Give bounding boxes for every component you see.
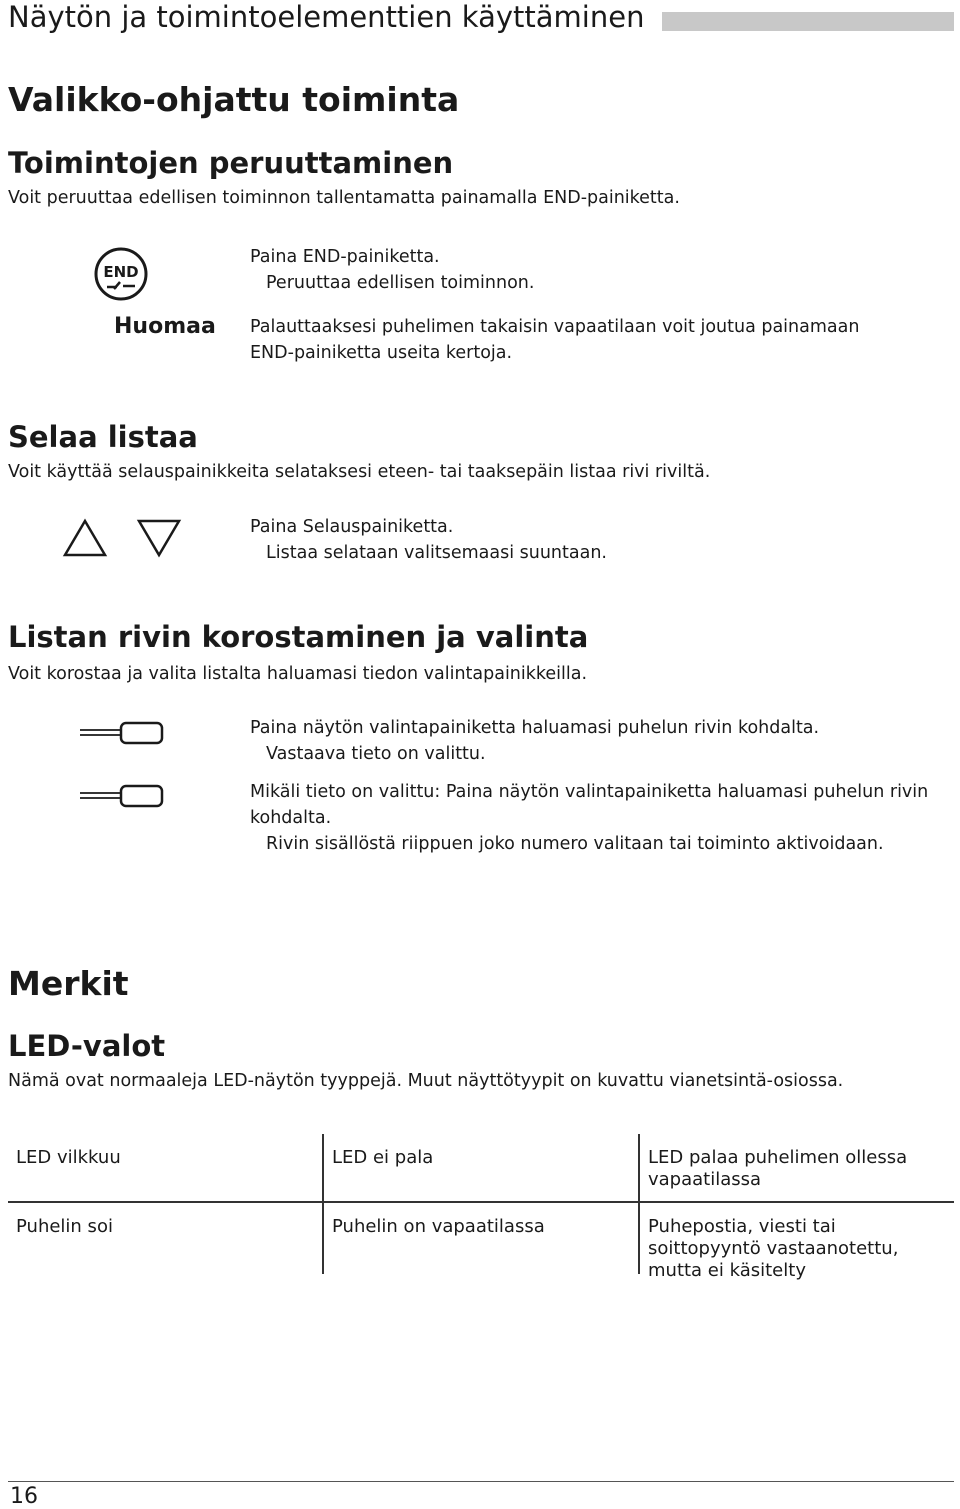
table-row-divider — [8, 1201, 954, 1203]
scroll-result-text: Listaa selataan valitsemaasi suuntaan. — [266, 543, 607, 563]
highlight-step-1-text: Paina näytön valintapainiketta haluamasi puhelun rivin kohdalta. — [250, 718, 820, 738]
highlight-step-2-line-2: kohdalta. — [250, 808, 332, 828]
led-lead-text: Nämä ovat normaaleja LED-näytön tyyppejä. Muut näyttötyypit on kuvattu vianetsintä-osiossa. — [8, 1071, 844, 1091]
note-line-1: Palauttaaksesi puhelimen takaisin vapaatilaan voit joutua painamaan — [250, 317, 860, 337]
end-key-label: END — [103, 263, 139, 281]
subsection-title-led: LED-valot — [8, 1029, 166, 1063]
cancel-result-text: Peruuttaa edellisen toiminnon. — [266, 273, 535, 293]
note-label: Huomaa — [114, 314, 216, 339]
scroll-down-icon — [136, 518, 182, 558]
highlight-step-2 — [250, 779, 955, 857]
section-title-signs: Merkit — [8, 964, 129, 1003]
table-cell: Puhelin soi — [16, 1216, 113, 1237]
end-key-icon — [93, 246, 149, 302]
cancel-step-text: Paina END-painiketta. — [250, 247, 440, 267]
section-title-menu: Valikko-ohjattu toiminta — [8, 80, 460, 119]
scroll-step — [250, 514, 940, 566]
highlight-step-1 — [250, 715, 950, 767]
header-bar — [662, 12, 954, 31]
selection-key-icon — [78, 783, 166, 809]
highlight-result-2-text: Rivin sisällöstä riippuen joko numero valitaan tai toiminto aktivoidaan. — [266, 834, 884, 854]
scroll-lead-text: Voit käyttää selauspainikkeita selataksesi eteen- tai taaksepäin listaa rivi riviltä. — [8, 462, 711, 482]
table-cell: Puhelin on vapaatilassa — [332, 1216, 545, 1237]
scroll-step-text: Paina Selauspainiketta. — [250, 517, 454, 537]
cancel-step — [250, 244, 940, 296]
highlight-step-2-line-1: Mikäli tieto on valittu: Paina näytön valintapainiketta haluamasi puhelun rivin — [250, 782, 929, 802]
table-column-divider — [638, 1134, 640, 1274]
highlight-result-1-text: Vastaava tieto on valittu. — [266, 744, 486, 764]
table-header-cell: LED palaa puhelimen ollessa vapaatilassa — [648, 1147, 908, 1190]
table-column-divider — [322, 1134, 324, 1274]
note-text — [250, 314, 950, 366]
page-number: 16 — [10, 1484, 38, 1509]
selection-key-icon — [78, 720, 166, 746]
footer-rule — [8, 1481, 954, 1482]
subsection-title-scroll: Selaa listaa — [8, 420, 198, 454]
table-header-cell: LED ei pala — [332, 1147, 434, 1168]
cancel-lead-text: Voit peruuttaa edellisen toiminnon tallentamatta painamalla END-painiketta. — [8, 188, 680, 208]
page-header-title: Näytön ja toimintoelementtien käyttäminen — [8, 0, 645, 34]
table-cell: Puhepostia, viesti tai soittopyyntö vastaanotettu, mutta ei käsitelty — [648, 1216, 899, 1281]
highlight-lead-text: Voit korostaa ja valita listalta haluamasi tiedon valintapainikkeilla. — [8, 664, 588, 684]
table-header-cell: LED vilkkuu — [16, 1147, 121, 1168]
subsection-title-cancel: Toimintojen peruuttaminen — [8, 146, 454, 180]
subsection-title-highlight: Listan rivin korostaminen ja valinta — [8, 620, 589, 654]
note-line-2: END-painiketta useita kertoja. — [250, 343, 513, 363]
scroll-up-icon — [62, 518, 108, 558]
